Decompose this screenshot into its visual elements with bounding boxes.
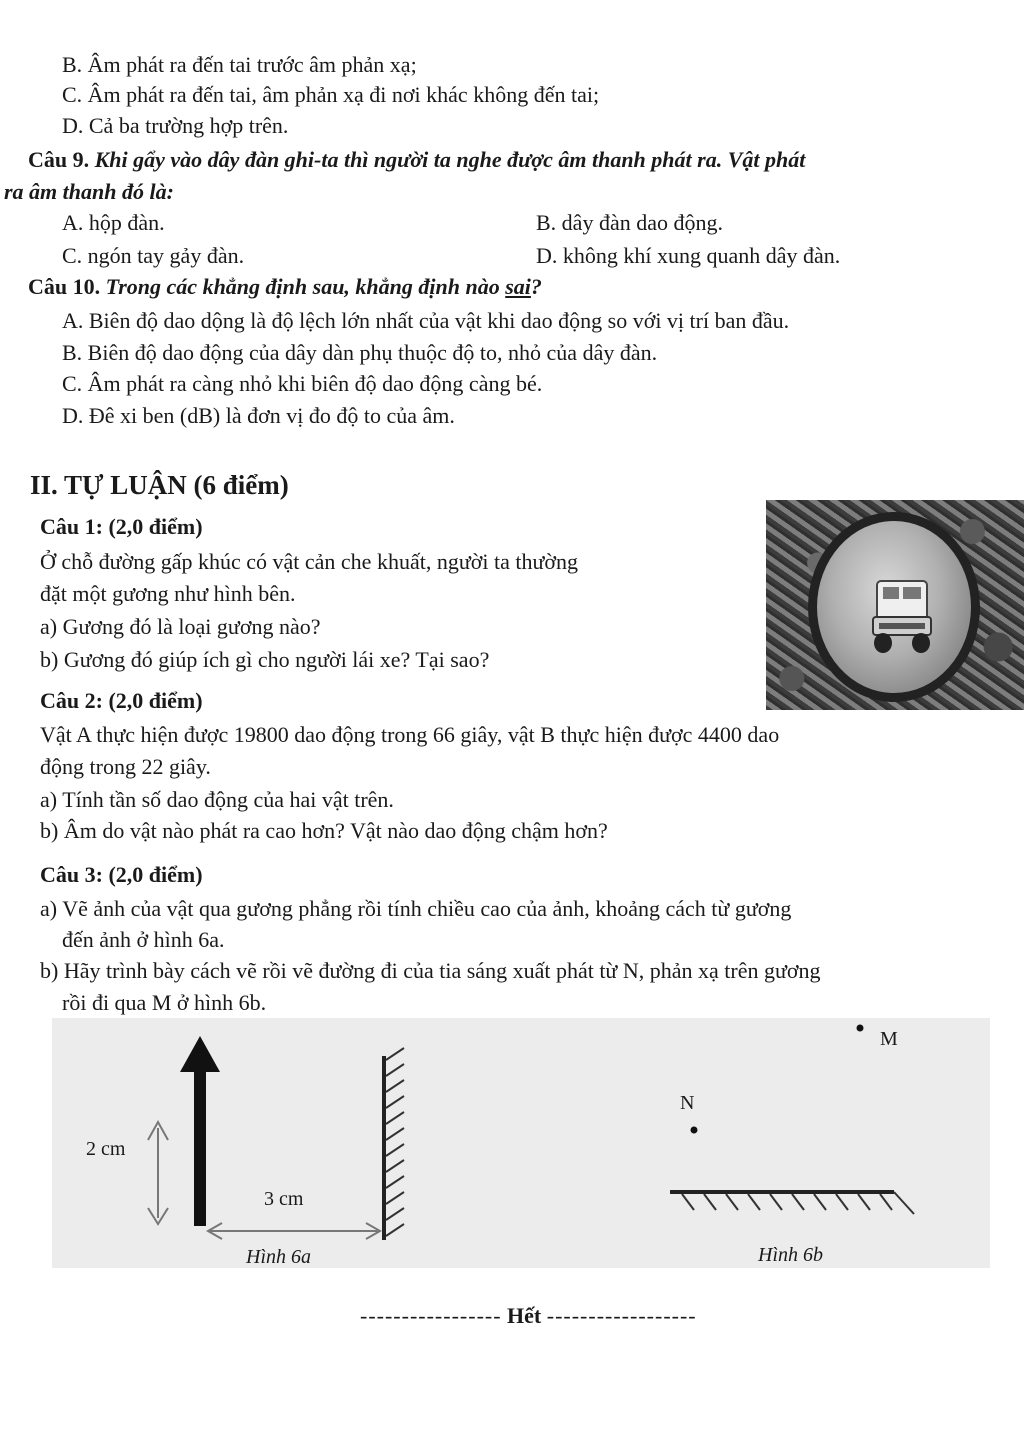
height-label: 2 cm: [86, 1138, 126, 1160]
q9-option-b: B. dây đàn dao động.: [536, 210, 723, 235]
end-label: Hết: [507, 1303, 542, 1328]
q10-option-d: D. Đê xi ben (dB) là đơn vị đo độ to của âm.: [62, 403, 455, 428]
c3-title: Câu 3: (2,0 điểm): [40, 862, 203, 887]
c2-line-2: động trong 22 giây.: [40, 754, 211, 779]
q9-option-c: C. ngón tay gảy đàn.: [62, 243, 245, 268]
q10-text: Trong các khẳng định sau, khẳng định nào: [105, 274, 500, 299]
q10-option-c: C. Âm phát ra càng nhỏ khi biên độ dao động càng bé.: [62, 371, 543, 396]
q10-option-a: A. Biên độ dao dộng là độ lệch lớn nhất của vật khi dao động so với vị trí ban đầu.: [62, 308, 790, 333]
truck-reflection-icon: [869, 577, 935, 655]
q8-option-c: C. Âm phát ra đến tai, âm phản xạ đi nơi khác không đến tai;: [62, 82, 600, 107]
q9-stem: [28, 145, 805, 175]
c1-line-1: Ở chỗ đường gấp khúc có vật cản che khuất, người ta thường: [40, 549, 579, 574]
plane-mirror-6a: [384, 1048, 404, 1240]
q8-option-b: B. Âm phát ra đến tai trước âm phản xạ;: [62, 52, 417, 77]
q9-text-2: ra âm thanh đó là:: [4, 179, 174, 204]
c3-part-b-1: b) Hãy trình bày cách vẽ rồi vẽ đường đi của tia sáng xuất phát từ N, phản xạ trên gương: [40, 958, 821, 983]
section-heading: II. TỰ LUẬN (6 điểm): [30, 470, 289, 500]
figure-drawing: [52, 1018, 990, 1268]
c2-title: Câu 2: (2,0 điểm): [40, 688, 203, 713]
convex-mirror-photo: [766, 500, 1024, 710]
q10-label: Câu 10.: [28, 274, 101, 299]
plane-mirror-6b: [670, 1192, 914, 1214]
distance-dimension-arrow: [208, 1223, 380, 1239]
label-m: M: [880, 1028, 898, 1050]
c3-part-a-2: đến ảnh ở hình 6a.: [62, 927, 225, 952]
caption-6a: Hình 6a: [246, 1246, 311, 1268]
q9-option-d: D. không khí xung quanh dây đàn.: [536, 243, 841, 268]
c1-title: Câu 1: (2,0 điểm): [40, 514, 203, 539]
c1-line-2: đặt một gương như hình bên.: [40, 581, 296, 606]
q10-stem: [28, 272, 542, 302]
end-dash-right: ------------------: [546, 1303, 697, 1328]
distance-label: 3 cm: [264, 1188, 304, 1210]
q10-text-underlined: sai: [505, 274, 531, 299]
figure-box: [52, 1018, 990, 1268]
q8-option-d: D. Cả ba trường hợp trên.: [62, 113, 289, 138]
c2-line-1: Vật A thực hiện được 19800 dao động trong 66 giây, vật B thực hiện được 4400 dao: [40, 722, 780, 747]
q10-option-b: B. Biên độ dao động của dây dàn phụ thuộc độ to, nhỏ của dây đàn.: [62, 340, 658, 365]
c1-part-b: b) Gương đó giúp ích gì cho người lái xe? Tại sao?: [40, 647, 490, 672]
q9-label: Câu 9.: [28, 147, 90, 172]
c2-part-a: a) Tính tần số dao động của hai vật trên.: [40, 787, 394, 812]
q9-option-a: A. hộp đàn.: [62, 210, 165, 235]
point-m-dot: [857, 1025, 864, 1032]
q10-text-end: ?: [530, 274, 542, 299]
c2-part-b: b) Âm do vật nào phát ra cao hơn? Vật nào dao động chậm hơn?: [40, 818, 608, 843]
q9-stem-2: [4, 177, 174, 207]
c3-part-b-2: rồi đi qua M ở hình 6b.: [62, 990, 267, 1015]
caption-6b: Hình 6b: [758, 1244, 823, 1266]
height-dimension-arrow: [148, 1122, 168, 1224]
label-n: N: [680, 1092, 695, 1114]
end-marker: [360, 1303, 697, 1329]
c1-part-a: a) Gương đó là loại gương nào?: [40, 614, 321, 639]
q9-text-1: Khi gẩy vào dây đàn ghi-ta thì người ta nghe được âm thanh phát ra. Vật phát: [94, 147, 806, 172]
object-arrow: [180, 1036, 220, 1226]
convex-mirror: [808, 512, 980, 702]
end-dash-left: -----------------: [360, 1303, 502, 1328]
c3-part-a-1: a) Vẽ ảnh của vật qua gương phẳng rồi tính chiều cao của ảnh, khoảng cách từ gương: [40, 896, 792, 921]
point-n-dot: [691, 1127, 698, 1134]
